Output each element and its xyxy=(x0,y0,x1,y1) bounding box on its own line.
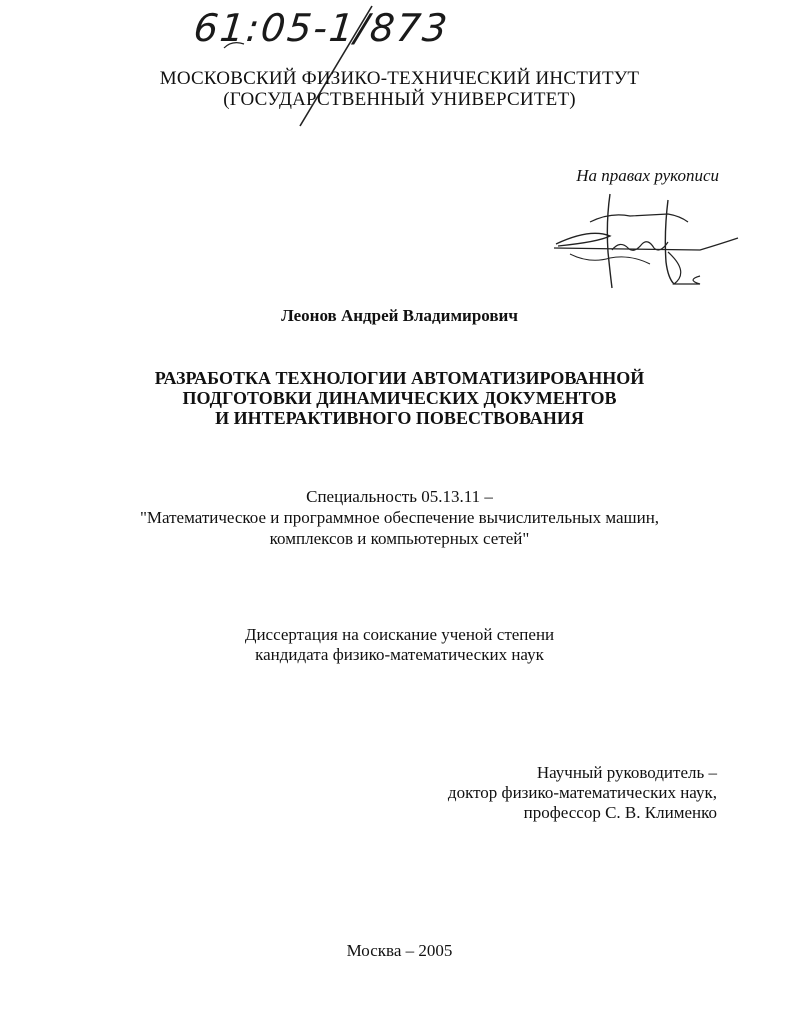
title-line: ПОДГОТОВКИ ДИНАМИЧЕСКИХ ДОКУМЕНТОВ xyxy=(182,388,617,408)
author-name: Леонов Андрей Владимирович xyxy=(281,306,518,325)
supervisor-degree: доктор физико-математических наук, xyxy=(447,783,717,802)
city-year: Москва – 2005 xyxy=(346,941,453,960)
institute-subtitle: (ГОСУДАРСТВЕННЫЙ УНИВЕРСИТЕТ) xyxy=(223,89,576,110)
archive-number: 61:05-1/873 xyxy=(191,6,452,50)
institute-header xyxy=(0,68,799,110)
specialty-block xyxy=(0,486,799,549)
title-line: И ИНТЕРАКТИВНОГО ПОВЕСТВОВАНИЯ xyxy=(215,408,584,428)
degree-statement xyxy=(0,625,799,665)
manuscript-note: На правах рукописи xyxy=(576,166,719,185)
specialty-name-cont: комплексов и компьютерных сетей" xyxy=(269,529,530,548)
author-signature xyxy=(550,192,750,292)
supervisor-name: профессор С. В. Клименко xyxy=(523,803,717,822)
dissertation-title xyxy=(0,368,799,428)
degree-line: Диссертация на соискание ученой степени xyxy=(244,625,555,644)
degree-line: кандидата физико-математических наук xyxy=(255,645,544,664)
specialty-name: "Математическое и программное обеспечение вычислительных машин, xyxy=(139,508,660,527)
specialty-code: Специальность 05.13.11 – xyxy=(306,487,493,506)
supervisor-label: Научный руководитель – xyxy=(536,763,717,782)
title-line: РАЗРАБОТКА ТЕХНОЛОГИИ АВТОМАТИЗИРОВАННОЙ xyxy=(154,368,645,388)
institute-name: МОСКОВСКИЙ ФИЗИКО-ТЕХНИЧЕСКИЙ ИНСТИТУТ xyxy=(159,68,640,89)
supervisor-block xyxy=(448,763,717,823)
